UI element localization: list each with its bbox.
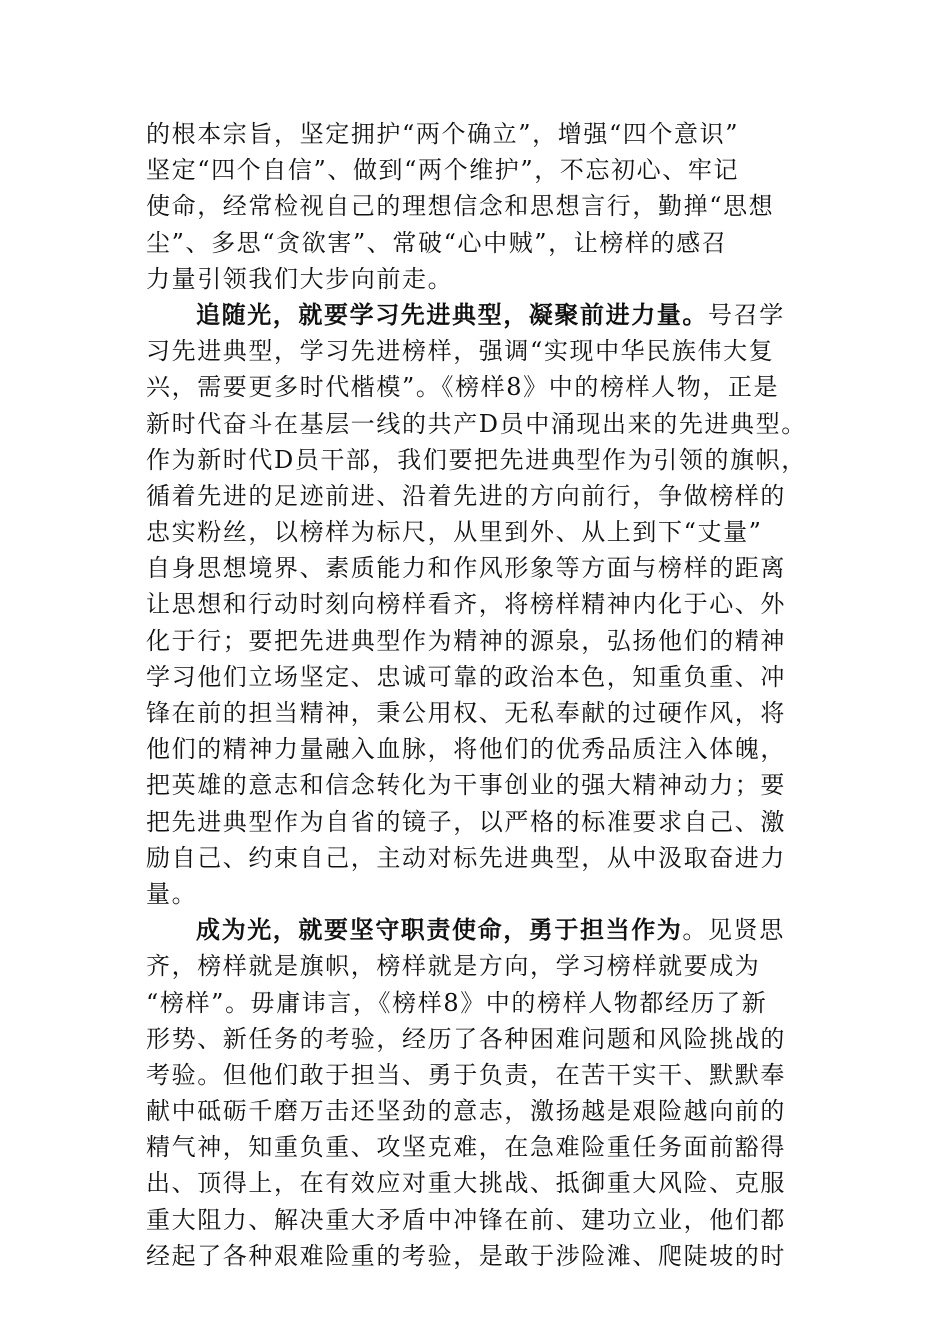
- text-line: 坚定“四个自信”、做到“两个维护”，不忘初心、牢记: [146, 156, 740, 185]
- paragraph-first-line: [146, 297, 822, 333]
- text-line: 让思想和行动时刻向榜样看齐，将榜样精神内化于心、外: [146, 590, 786, 619]
- paragraph-first-line: [146, 912, 822, 948]
- text-line: 献中砥砺千磨万击还坚劲的意志，激扬越是艰险越向前的: [146, 1097, 786, 1126]
- text-line: 循着先进的足迹前进、沿着先进的方向前行，争做榜样的: [146, 481, 786, 510]
- text-line: 重大阻力、解决重大矛盾中冲锋在前、建功立业，他们都: [146, 1205, 786, 1234]
- text-run: 。见贤思: [682, 916, 785, 945]
- text-line: 齐，榜样就是旗帜，榜样就是方向，学习榜样就要成为: [146, 952, 761, 981]
- text-run: 号召学: [708, 300, 785, 329]
- text-line: 精气神，知重负重、攻坚克难，在急难险重任务面前豁得: [146, 1133, 786, 1162]
- text-line: 经起了各种艰难险重的考验，是敢于涉险滩、爬陡坡的时: [146, 1241, 786, 1270]
- text-line: 力量引领我们大步向前走。: [146, 264, 454, 293]
- text-line: 量。: [146, 879, 198, 908]
- text-line: “榜样”。毋庸讳言，《榜样8》中的榜样人物都经历了新: [146, 988, 768, 1017]
- text-line: 的根本宗旨，坚定拥护“两个确立”，增强“四个意识”: [146, 120, 740, 148]
- text-line: 学习他们立场坚定、忠诚可靠的政治本色，知重负重、冲: [146, 662, 786, 691]
- text-line: 使命，经常检视自己的理想信念和思想言行，勤掸“思想: [146, 192, 775, 221]
- text-line: 励自己、约束自己，主动对标先进典型，从中汲取奋进力: [146, 843, 786, 872]
- text-line: 忠实粉丝，以榜样为标尺，从里到外、从上到下“丈量”: [146, 518, 763, 547]
- paragraph-heading: 追随光，就要学习先进典型，凝聚前进力量。: [196, 299, 708, 329]
- text-line: 兴，需要更多时代楷模”。《榜样8》中的榜样人物，正是: [146, 373, 780, 402]
- text-line: 化于行；要把先进典型作为精神的源泉，弘扬他们的精神: [146, 626, 786, 655]
- text-line: 形势、新任务的考验，经历了各种困难问题和风险挑战的: [146, 1024, 786, 1053]
- text-line: 作为新时代D员干部，我们要把先进典型作为引领的旗帜，: [146, 445, 807, 474]
- paragraph-2: [146, 297, 822, 912]
- text-line: 尘”、多思“贪欲害”、常破“心中贼”，让榜样的感召: [146, 228, 728, 257]
- text-line: 把先进典型作为自省的镜子，以严格的标准要求自己、激: [146, 807, 786, 836]
- text-line: 考验。但他们敢于担当、勇于负责，在苦干实干、默默奉: [146, 1060, 786, 1089]
- text-line: 自身思想境界、素质能力和作风形象等方面与榜样的距离: [146, 554, 786, 583]
- paragraph-heading: 成为光，就要坚守职责使命，勇于担当作为: [196, 915, 683, 945]
- text-line: 锋在前的担当精神，秉公用权、无私奉献的过硬作风，将: [146, 699, 786, 727]
- text-line: 习先进典型，学习先进榜样，强调“实现中华民族伟大复: [146, 337, 775, 366]
- document-body: [146, 116, 822, 1274]
- text-line: 他们的精神力量融入血脉，将他们的优秀品质注入体魄，: [146, 735, 786, 764]
- text-line: 新时代奋斗在基层一线的共产D员中涌现出来的先进典型。: [146, 409, 807, 438]
- text-line: 把英雄的意志和信念转化为干事创业的强大精神动力；要: [146, 771, 786, 800]
- text-line: 出、顶得上，在有效应对重大挑战、抵御重大风险、克服: [146, 1169, 786, 1198]
- paragraph-1: [146, 116, 822, 297]
- paragraph-3: [146, 912, 822, 1274]
